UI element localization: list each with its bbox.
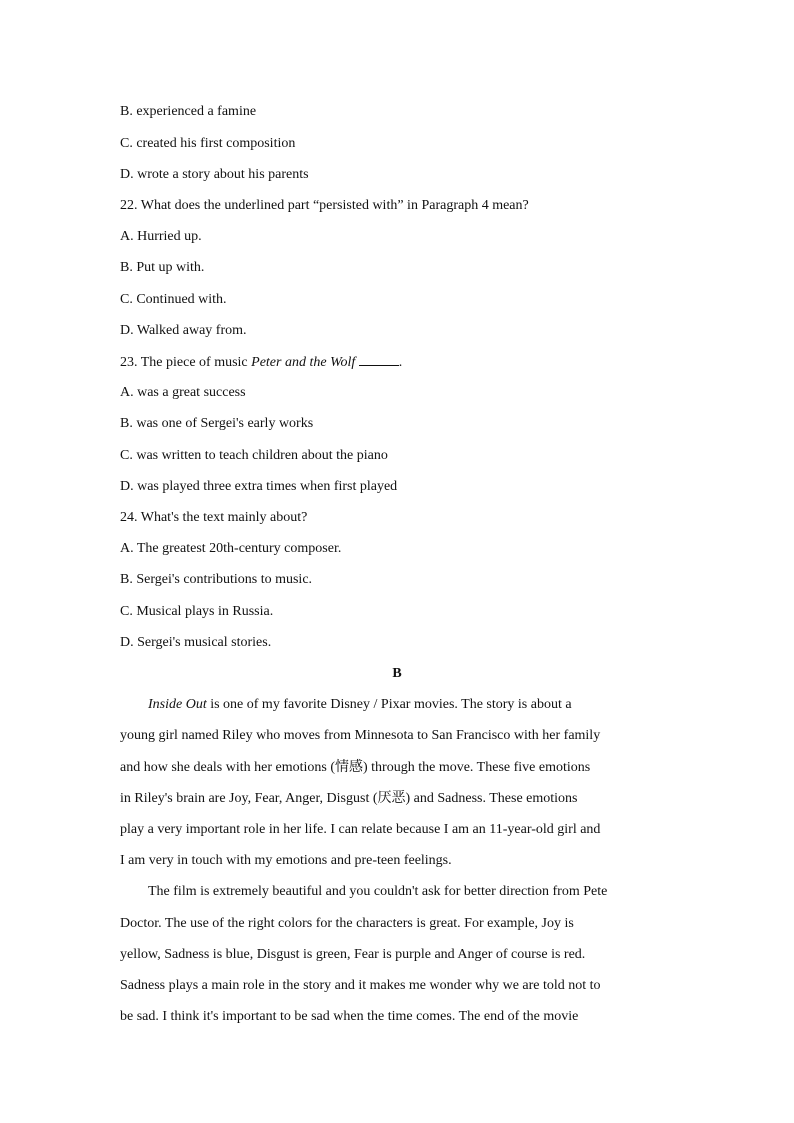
q24-option-a: A. The greatest 20th-century composer. bbox=[120, 541, 342, 556]
p1-line-3: and how she deals with her emotions (情感) through the move. These five emotions bbox=[120, 760, 591, 775]
p1-line-6: I am very in touch with my emotions and pre-teen feelings. bbox=[120, 853, 452, 868]
q23-stem-suffix: . bbox=[398, 355, 403, 370]
q22-option-c: C. Continued with. bbox=[120, 292, 227, 307]
q21-option-b: B. experienced a famine bbox=[120, 104, 257, 119]
q24-option-d: D. Sergei's musical stories. bbox=[120, 635, 272, 650]
p2-line-3: yellow, Sadness is blue, Disgust is green, Fear is purple and Anger of course is red. bbox=[120, 947, 586, 962]
p1-line-5: play a very important role in her life. I can relate because I am an 11-year-old girl and bbox=[120, 822, 601, 837]
q24-option-c: C. Musical plays in Russia. bbox=[120, 604, 274, 619]
q21-option-d: D. wrote a story about his parents bbox=[120, 167, 309, 182]
p2-line-5: be sad. I think it's important to be sad when the time comes. The end of the movie bbox=[120, 1009, 579, 1024]
q22-option-b: B. Put up with. bbox=[120, 260, 205, 275]
q23-stem-title: Peter and the Wolf bbox=[251, 355, 356, 370]
section-heading: B bbox=[392, 666, 402, 681]
p2-line-4: Sadness plays a main role in the story and it makes me wonder why we are told not to bbox=[120, 978, 601, 993]
q23-stem bbox=[120, 353, 402, 372]
p1-line-2: young girl named Riley who moves from Minnesota to San Francisco with her family bbox=[120, 728, 601, 743]
p1-line-1 bbox=[148, 696, 572, 714]
p1-line-4: in Riley's brain are Joy, Fear, Anger, Disgust (厌恶) and Sadness. These emotions bbox=[120, 791, 578, 806]
q24-option-b: B. Sergei's contributions to music. bbox=[120, 572, 313, 587]
q23-option-d: D. was played three extra times when first played bbox=[120, 479, 398, 494]
q23-option-a: A. was a great success bbox=[120, 385, 246, 400]
p1-line-1-rest: is one of my favorite Disney / Pixar movies. The story is about a bbox=[206, 697, 572, 712]
q22-stem: 22. What does the underlined part “persisted with” in Paragraph 4 mean? bbox=[120, 198, 529, 213]
q22-option-a: A. Hurried up. bbox=[120, 229, 202, 244]
p2-line-1: The film is extremely beautiful and you couldn't ask for better direction from Pete bbox=[148, 884, 608, 899]
q23-option-b: B. was one of Sergei's early works bbox=[120, 416, 314, 431]
answer-blank bbox=[359, 353, 399, 366]
q24-stem: 24. What's the text mainly about? bbox=[120, 510, 308, 525]
movie-title: Inside Out bbox=[148, 697, 207, 712]
q23-option-c: C. was written to teach children about the piano bbox=[120, 448, 388, 463]
q23-stem-prefix: 23. The piece of music bbox=[120, 355, 252, 370]
q21-option-c: C. created his first composition bbox=[120, 136, 296, 151]
q22-option-d: D. Walked away from. bbox=[120, 323, 247, 338]
p2-line-2: Doctor. The use of the right colors for the characters is great. For example, Joy is bbox=[120, 916, 574, 931]
